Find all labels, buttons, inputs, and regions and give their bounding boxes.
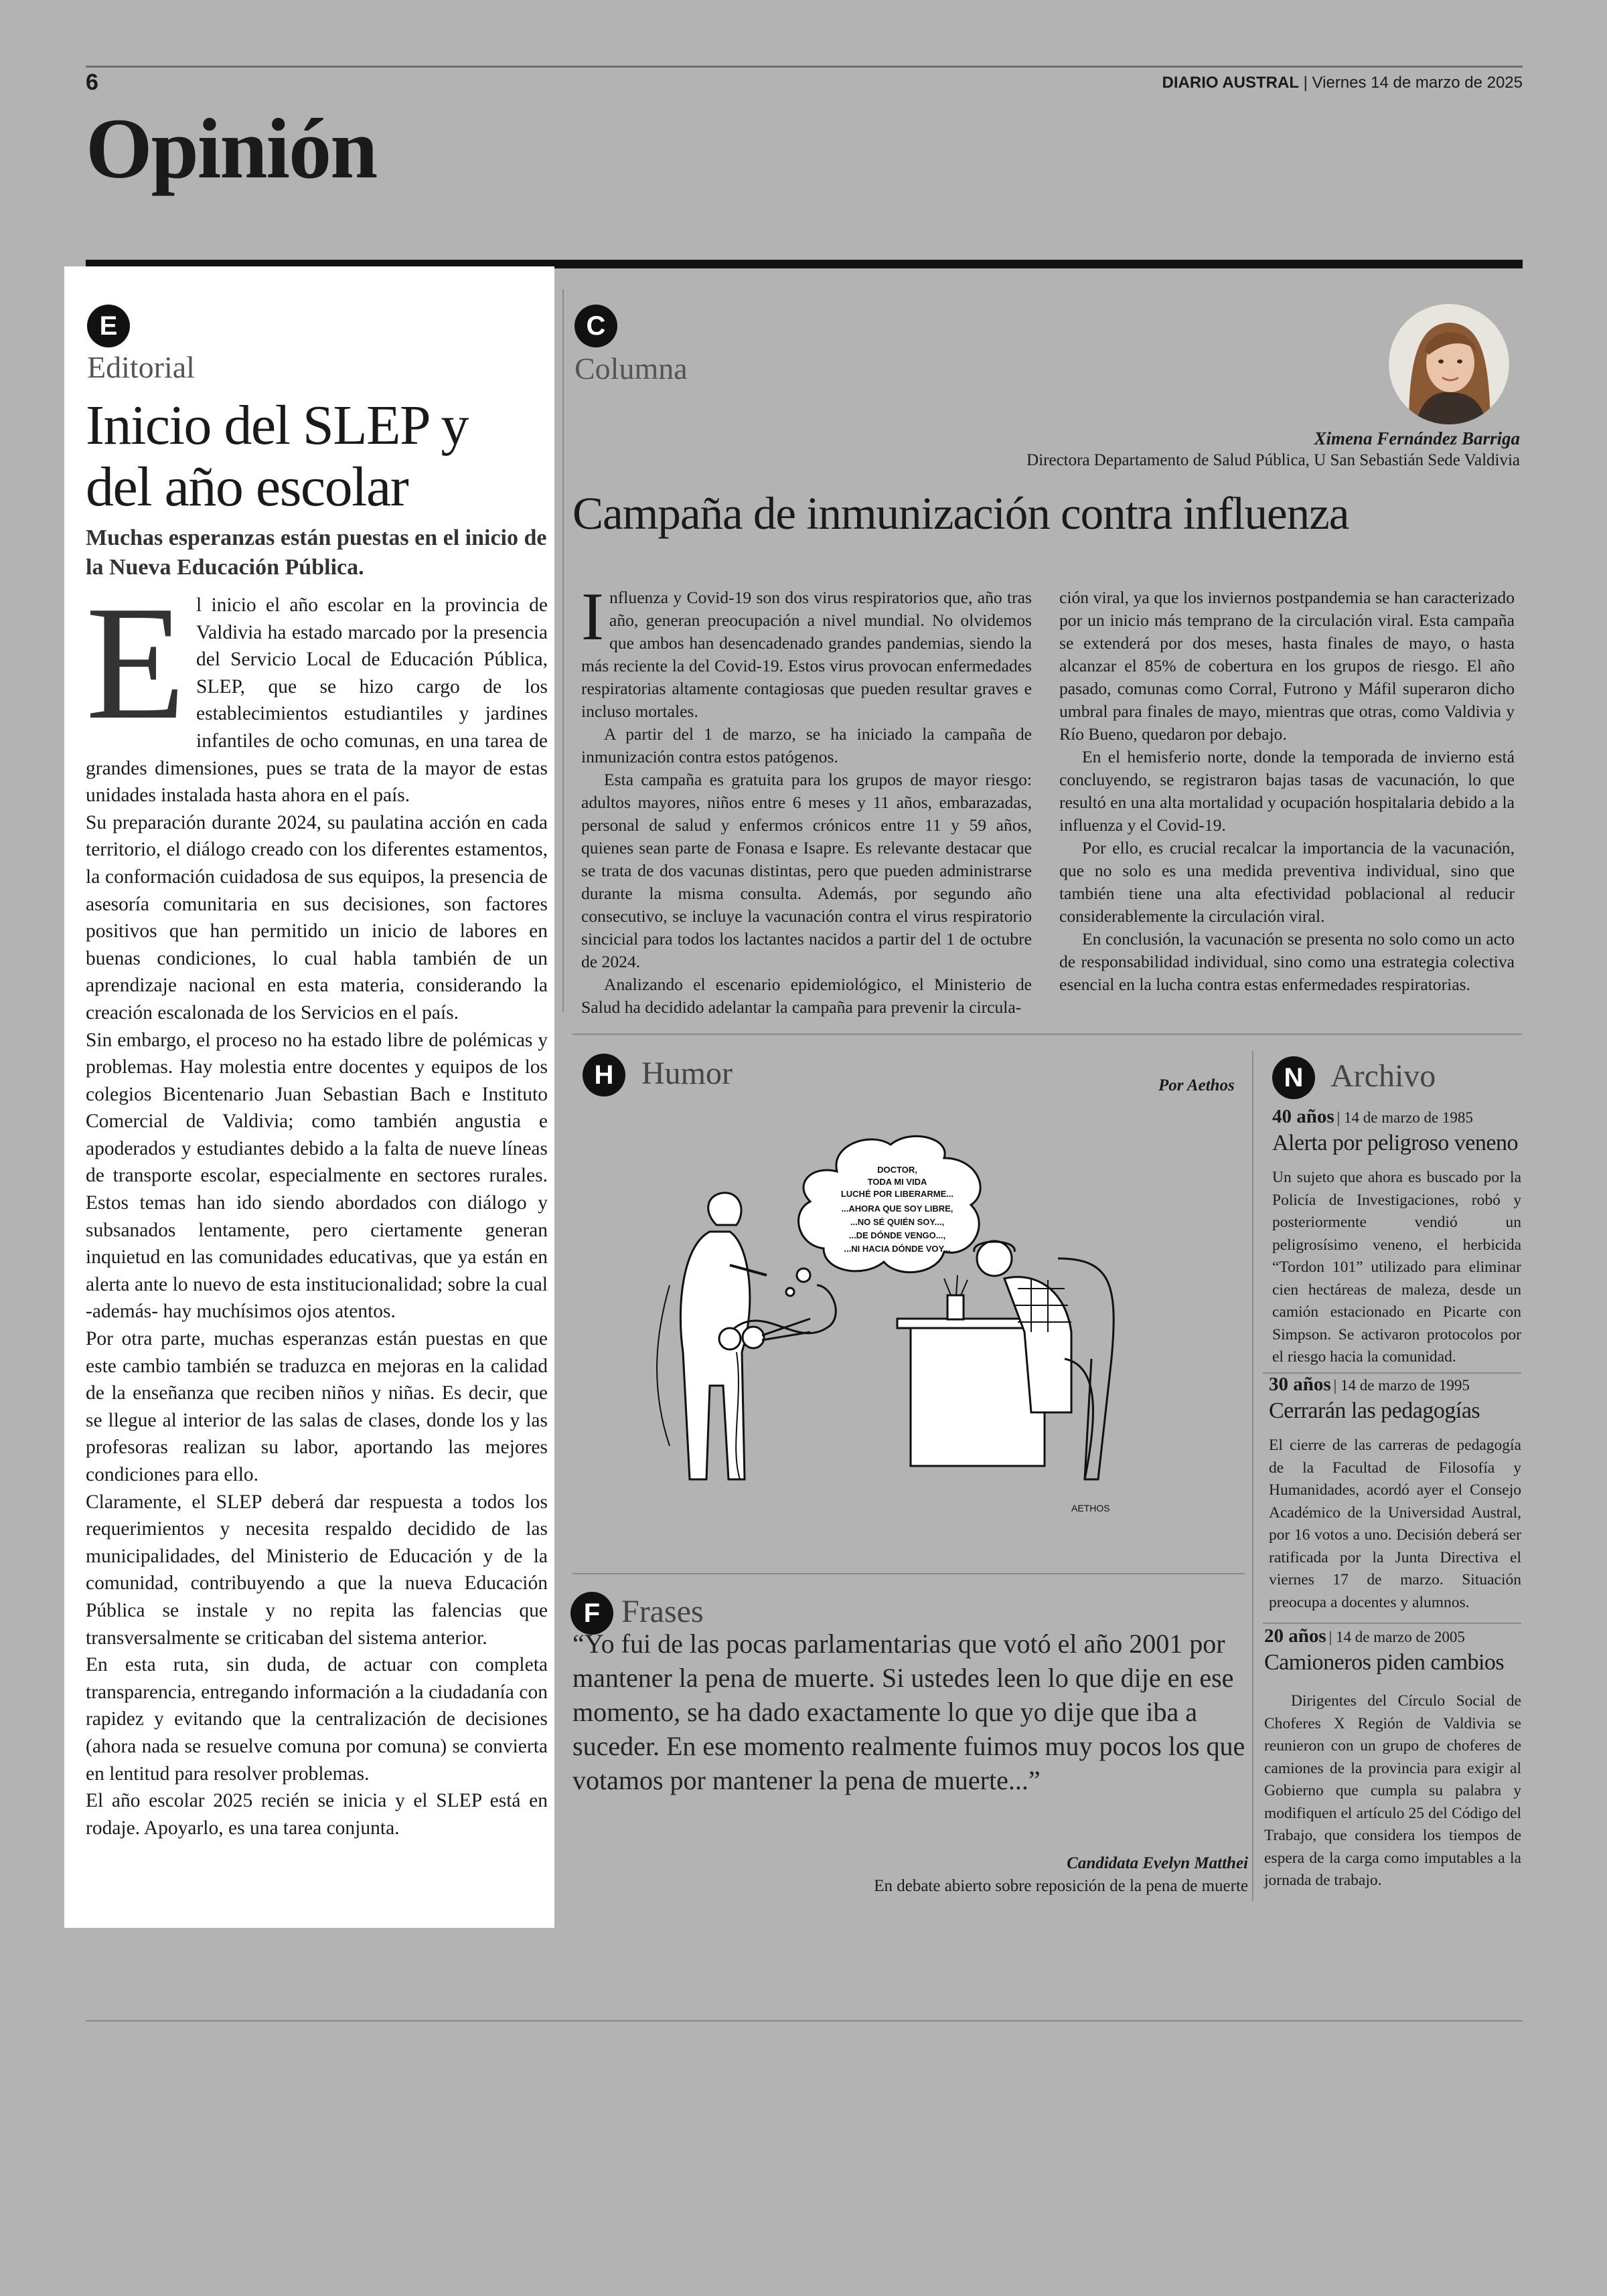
author-name: Ximena Fernández Barriga <box>1314 428 1520 448</box>
humor-badge: H <box>583 1054 625 1096</box>
archivo-title: Camioneros piden cambios <box>1264 1650 1505 1675</box>
archivo-divider <box>1252 1051 1253 1901</box>
column-paragraph: ción viral, ya que los inviernos postpandemia se han caracterizado por un inicio más temprano de la circulación viral. Esta campaña se extenderá por dos meses, hasta finales de mayo, o hasta alcanzar el 85% de cobertura en los grupos de riesgo. El año pasado, comunas como Corral, Futrono y Máfil superaron dicho umbral para finales de mayo, mientras que otras, como Valdivia y Río Bueno, quedaron por debajo. <box>1059 588 1515 744</box>
column-paragraph: Analizando el escenario epidemiológico, el Ministerio de Salud ha decidido adelantar la campaña para prevenir la circula- <box>581 975 1032 1017</box>
author-role: Directora Departamento de Salud Pública, U San Sebastián Sede Valdivia <box>1026 451 1520 469</box>
editorial-deck: Muchas esperanzas están puestas en el inicio de la Nueva Educación Pública. <box>86 525 547 580</box>
archivo-body: Dirigentes del Círculo Social de Choferes X Región de Valdivia se reunieron con un grupo de choferes de camiones de la provincia para exigir al Gobierno que cumpla su palabra y modifiquen el artículo 25 del Código del Trabajo, que considera los tiempos de espera de la carga como imputables a la jornada de trabajo. <box>1264 1692 1521 1889</box>
column-body-right <box>1059 586 1515 996</box>
column-paragraph: nfluenza y Covid-19 son dos virus respiratorios que, año tras año, generan preocupación a nivel mundial. No olvidemos que ambos han desencadenado grandes pandemias, siendo la más reciente la del Covid-19. Estos virus provocan enfermedades respiratorias altamente contagiosas que pueden resultar graves e incluso mortales. <box>581 588 1032 721</box>
editorial-paragraph: Su preparación durante 2024, su paulatina acción en cada territorio, el diálogo creado con los diferentes estamentos, la conformación cuidadosa de sus equipos, la presencia de asesoría comunitaria en sus decisiones, son factores positivos que han permitido un inicio de labores en buenas condiciones, lo cual habla también de un aprendizaje nacional en esta materia, considerando la creación escalonada de los Servicios en el país. <box>86 811 548 1023</box>
editorial-badge: E <box>87 305 130 347</box>
archivo-date: | 14 de marzo de 1985 <box>1336 1109 1473 1126</box>
cartoon-signature: AETHOS <box>1071 1503 1110 1513</box>
editorial-paragraph: En esta ruta, sin duda, de actuar con completa transparencia, entregando información a la ciudadanía con rapidez y evitando que la centralización de decisiones (ahora nada se resuelve comuna por comuna) se convierta en lentitud para resolver problemas. <box>86 1654 548 1785</box>
frases-top-rule <box>572 1573 1245 1574</box>
archivo-title: Cerrarán las pedagogías <box>1269 1398 1480 1423</box>
column-paragraph: Esta campaña es gratuita para los grupos de mayor riesgo: adultos mayores, niños entre 6 meses y 11 años, embarazadas, personal de salud y enfermos crónicos entre 11 y 59 años, quienes sean parte de Fonasa e Isapre. Es relevante destacar que se trata de dos vacunas distintas, pero que pueden administrarse durante la misma consulta. Además, por segundo año consecutivo, se incluye la vacunación contra el virus respiratorio sincicial para todos los lactantes nacidos a partir del 1 de octubre de 2024. <box>581 770 1032 971</box>
dateline <box>1162 74 1523 92</box>
editorial-paragraph: Claramente, el SLEP deberá dar respuesta a todos los requerimientos y necesita respaldo decidido de las municipalidades, del Ministerio de Educación y de la comunidad, contribuyendo a que la nueva Educación Pública se instale y no repita las falencias que transversalmente se criticaban del sistema anterior. <box>86 1491 548 1649</box>
archivo-body: Un sujeto que ahora es buscado por la Policía de Investigaciones, robó y posteriormente vendió un peligrosísimo veneno, el herbicida “Tordon 101” utilizado para eliminar cien hectáreas de maleza, desde un camión estacionado en Picarte con Simpson. Se activaron protocolos por el riesgo hacia la comunidad. <box>1272 1169 1521 1366</box>
humor-byline: Por Aethos <box>1158 1076 1235 1094</box>
bubble-line: ...NI HACIA DÓNDE VOY... <box>844 1244 951 1254</box>
frases-quote: “Yo fui de las pocas parlamentarias que votó el año 2001 por mantener la pena de muerte. Si ustedes leen lo que dije en ese momento, se ha dado exactamente lo que yo dije que iba a suceder. En ese momento realmente fuimos muy pocos los que votamos por mantener la pena de muerte...” <box>572 1629 1245 1795</box>
archivo-title: Alerta por peligroso veneno <box>1272 1131 1518 1155</box>
column-paragraph: A partir del 1 de marzo, se ha iniciado la campaña de inmunización contra estos patógenos. <box>581 724 1032 766</box>
issue-date: | Viernes 14 de marzo de 2025 <box>1303 74 1523 92</box>
top-rule <box>86 66 1523 68</box>
column-badge: C <box>575 305 617 347</box>
column-kicker: Columna <box>575 351 688 386</box>
archivo-date: | 14 de marzo de 1995 <box>1333 1377 1470 1394</box>
archivo-date: | 14 de marzo de 2005 <box>1328 1629 1465 1645</box>
frases-context: En debate abierto sobre reposición de la pena de muerte <box>874 1877 1248 1895</box>
editorial-dropcap: E <box>86 572 186 753</box>
page-number: 6 <box>86 70 98 95</box>
archivo-entry <box>1269 1374 1521 1614</box>
archivo-badge: N <box>1272 1056 1315 1099</box>
archivo-years: 40 años <box>1272 1106 1334 1127</box>
column-bottom-rule <box>572 1034 1522 1035</box>
archivo-body: El cierre de las carreras de pedagogía de la Facultad de Filosofía y Humanidades, acordó ayer el Consejo Académico de la Universidad Austral, por 16 votos a uno. Decisión deberá ser ratificada por la Junta Directiva el viernes 17 de marzo. Situación preocupa a docentes y alumnos. <box>1269 1437 1521 1611</box>
editorial-title <box>86 395 548 518</box>
cartoon <box>629 1131 1152 1546</box>
editorial-title-line1: Inicio del SLEP y <box>86 394 468 457</box>
editorial-paragraph: Por otra parte, muchas esperanzas están puestas en que este cambio también se traduzca en mejoras en la calidad de la enseñanza que reciben niños y niñas. Es decir, que se llegue al interior de las salas de clases, donde los y las profesoras realizan su labor, aportando las mejores condiciones para ello. <box>86 1328 548 1485</box>
paper-name: DIARIO AUSTRAL <box>1162 74 1299 92</box>
bottom-rule <box>86 2020 1523 2022</box>
bubble-line: ...DE DÓNDE VENGO..., <box>848 1230 946 1240</box>
column-body-left <box>581 579 1032 1019</box>
column-title: Campaña de inmunización contra influenza <box>572 488 1349 539</box>
author-photo <box>1389 304 1509 424</box>
archivo-rule <box>1263 1623 1521 1624</box>
section-title: Opinión <box>86 101 377 196</box>
archivo-entry <box>1272 1106 1521 1369</box>
editorial-paragraph: El año escolar 2025 recién se inicia y el SLEP está en rodaje. Apoyarlo, es una tarea conjunta. <box>86 1790 548 1839</box>
bubble-line: ...AHORA QUE SOY LIBRE, <box>841 1204 953 1214</box>
column-paragraph: En conclusión, la vacunación se presenta no solo como un acto de responsabilidad individual, sino como una estrategia colectiva esencial en la lucha contra estas enfermedades respiratorias. <box>1059 929 1515 994</box>
editorial-title-line2: del año escolar <box>86 456 408 518</box>
bubble-line: ...NO SÉ QUIÉN SOY..., <box>850 1217 945 1227</box>
archivo-years: 20 años <box>1264 1625 1326 1647</box>
humor-kicker: Humor <box>641 1056 733 1091</box>
editorial-kicker: Editorial <box>87 350 195 384</box>
frases-kicker: Frases <box>621 1594 704 1629</box>
editorial-paragraph: Sin embargo, el proceso no ha estado libre de polémicas y problemas. Hay molestia entre docentes y equipos de los colegios Bicentenario Juan Sebastian Bach e Instituto Comercial de Valdivia; como también angustia e apoderados y estudiantes debido a la falta de nueve líneas de transporte escolar, especialmente en sectores rurales. Estos temas han ido siendo abordados con diálogo y subsanados lentamente, pero ciertamente generan inquietud en las comunidades educativas, que ya están en alerta ante lo nuevo de esta institucionalidad; sobre la cual -además- hay muchísimos ojos atentos. <box>86 1029 548 1323</box>
editorial-paragraph: l inicio el año escolar en la provincia de Valdivia ha estado marcado por la presencia del Servicio Local de Educación Pública, SLEP, que se hizo cargo de los establecimientos estudiantiles y jardines infantiles de ocho comunas, en una tarea de grandes dimensiones, pues se trata de la mayor de estas unidades instalada hasta ahora en el país. <box>86 594 548 807</box>
bubble-line: TODA MI VIDA <box>867 1177 927 1187</box>
bubble-line: LUCHÉ POR LIBERARME... <box>840 1189 954 1199</box>
bubble-line: DOCTOR, <box>877 1165 917 1175</box>
archivo-kicker: Archivo <box>1330 1058 1436 1094</box>
frases-badge: F <box>570 1592 613 1635</box>
archivo-years: 30 años <box>1269 1374 1331 1395</box>
editorial-body <box>86 572 548 1841</box>
archivo-entry <box>1264 1625 1521 1892</box>
frases-author: Candidata Evelyn Matthei <box>1067 1854 1248 1872</box>
column-paragraph: Por ello, es crucial recalcar la importancia de la vacunación, que no solo es una medida preventiva individual, sino que también tiene una alta efectividad poblacional al reducir considerablemente la circulación viral. <box>1059 838 1515 926</box>
column-paragraph: En el hemisferio norte, donde la temporada de invierno está concluyendo, se registraron bajas tasas de vacunación, lo que resultó en una alta mortalidad y ocupación hospitalaria debido a la influenza y el Covid-19. <box>1059 747 1515 835</box>
cartoon-illustration-icon <box>629 1131 1152 1546</box>
author-portrait-icon <box>1389 304 1509 424</box>
column-divider <box>562 289 564 1012</box>
column-dropcap: I <box>581 579 604 655</box>
